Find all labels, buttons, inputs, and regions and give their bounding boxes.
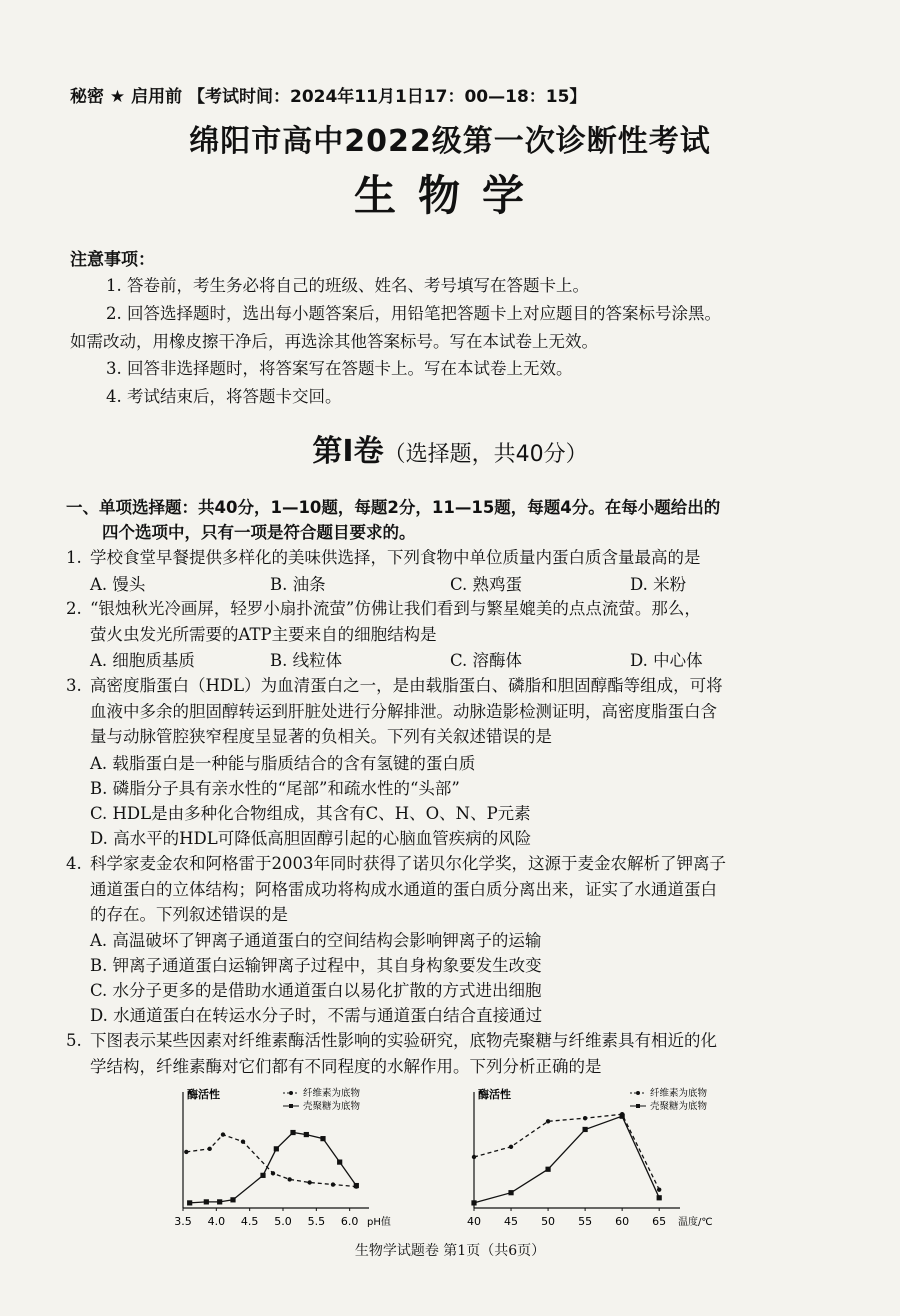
x-tick-label: 60 bbox=[615, 1215, 630, 1228]
data-point bbox=[546, 1119, 550, 1123]
question-stem-1: “银烛秋光冷画屏，轻罗小扇扑流萤”仿佛让我们看到与繁星媲美的点点流萤。那么， bbox=[90, 599, 701, 618]
question-number: 1. bbox=[66, 548, 82, 567]
notice-item-1: 1. 答卷前，考生务必将自己的班级、姓名、考号填写在答题卡上。 bbox=[106, 276, 589, 295]
x-tick-label: 4.0 bbox=[207, 1215, 226, 1228]
page-footer: 生物学试题卷 第1页（共6页） bbox=[354, 1243, 546, 1259]
x-tick-label: 4.5 bbox=[240, 1215, 259, 1228]
legend-marker bbox=[289, 1091, 293, 1095]
option-b: B. 油条 bbox=[270, 575, 326, 594]
x-tick-label: 3.5 bbox=[174, 1215, 192, 1228]
series-line bbox=[474, 1116, 659, 1203]
question-number: 4. bbox=[66, 854, 82, 873]
option-b: B. 线粒体 bbox=[270, 651, 343, 670]
series-line bbox=[186, 1135, 356, 1187]
question-number: 3. bbox=[66, 676, 82, 695]
notice-item-2-cont: 如需改动，用橡皮擦干净后，再选涂其他答案标号。写在本试卷上无效。 bbox=[70, 332, 598, 351]
x-tick-label: 5.5 bbox=[307, 1215, 326, 1228]
legend-entry: 纤维素为底物 bbox=[650, 1088, 708, 1099]
data-point bbox=[657, 1195, 662, 1200]
data-point bbox=[221, 1132, 225, 1136]
data-point bbox=[620, 1114, 625, 1119]
x-tick-label: 6.0 bbox=[340, 1215, 359, 1228]
notice-item-2: 2. 回答选择题时，选出每小题答案后，用铅笔把答题卡上对应题目的答案标号涂黑。 bbox=[106, 304, 721, 323]
data-point bbox=[304, 1132, 309, 1137]
option-b: B. 磷脂分子具有亲水性的“尾部”和疏水性的“头部” bbox=[90, 779, 460, 798]
x-tick-label: 50 bbox=[541, 1215, 556, 1228]
option-d: D. 米粉 bbox=[630, 575, 687, 594]
option-a: A. 高温破坏了钾离子通道蛋白的空间结构会影响钾离子的运输 bbox=[90, 931, 542, 950]
notice-heading: 注意事项： bbox=[70, 250, 155, 270]
question-stem-1: 科学家麦金农和阿格雷于2003年同时获得了诺贝尔化学奖，这源于麦金农解析了钾离子 bbox=[90, 854, 726, 873]
data-point bbox=[337, 1160, 342, 1165]
legend-entry: 壳聚糖为底物 bbox=[650, 1101, 708, 1112]
section-heading-line2: 四个选项中，只有一项是符合题目要求的。 bbox=[102, 523, 416, 542]
ph-activity-chart bbox=[165, 1078, 415, 1238]
part-title: 第Ⅰ卷 bbox=[312, 434, 384, 469]
data-point bbox=[354, 1183, 359, 1188]
legend-marker bbox=[636, 1091, 640, 1095]
legend-marker bbox=[289, 1104, 293, 1108]
data-point bbox=[271, 1171, 275, 1175]
data-point bbox=[274, 1146, 279, 1151]
data-point bbox=[290, 1130, 295, 1135]
part-heading bbox=[0, 426, 900, 470]
temperature-activity-chart bbox=[452, 1078, 742, 1238]
data-point bbox=[207, 1147, 211, 1151]
x-tick-label: 45 bbox=[504, 1215, 519, 1228]
x-axis-label: pH值 bbox=[367, 1217, 391, 1228]
y-axis-label: 酶活性 bbox=[478, 1088, 511, 1101]
question-stem-2: 血液中多余的胆固醇转运到肝脏处进行分解排泄。动脉造影检测证明，高密度脂蛋白含 bbox=[90, 701, 717, 721]
option-a: A. 细胞质基质 bbox=[90, 651, 195, 670]
data-point bbox=[657, 1187, 661, 1191]
question-5 bbox=[66, 1028, 846, 1079]
data-point bbox=[508, 1190, 513, 1195]
data-point bbox=[472, 1155, 476, 1159]
question-2-options bbox=[90, 647, 810, 671]
data-point bbox=[241, 1140, 245, 1144]
subject-title: 生物学 bbox=[353, 171, 546, 220]
question-4 bbox=[66, 851, 846, 928]
question-1-options bbox=[90, 571, 810, 595]
question-stem-1: 下图表示某些因素对纤维素酶活性影响的实验研究，底物壳聚糖与纤维素具有相近的化 bbox=[90, 1031, 717, 1050]
question-stem: 学校食堂早餐提供多样化的美味供选择，下列食物中单位质量内蛋白质含量最高的是 bbox=[90, 548, 701, 567]
legend-entry: 壳聚糖为底物 bbox=[303, 1101, 361, 1112]
option-d: D. 中心体 bbox=[630, 651, 703, 670]
x-tick-label: 65 bbox=[652, 1215, 667, 1228]
notice-item-3: 3. 回答非选择题时，将答案写在答题卡上。写在本试卷上无效。 bbox=[106, 359, 573, 378]
part-subtitle: （选择题，共40分） bbox=[383, 442, 588, 467]
data-point bbox=[230, 1197, 235, 1202]
option-c: C. HDL是由多种化合物组成，其含有C、H、O、N、P元素 bbox=[90, 804, 531, 823]
section-heading-line1: 一、单项选择题：共40分，1—10题，每题2分，11—15题，每题4分。在每小题给出的 bbox=[66, 498, 721, 517]
notice-item-4: 4. 考试结束后，将答题卡交回。 bbox=[106, 387, 342, 406]
question-stem-2: 学结构，纤维素酶对它们都有不同程度的水解作用。下列分析正确的是 bbox=[90, 1056, 602, 1076]
data-point bbox=[331, 1182, 335, 1186]
x-axis-label: 温度/℃ bbox=[678, 1217, 713, 1228]
data-point bbox=[583, 1127, 588, 1132]
data-point bbox=[184, 1150, 188, 1154]
y-axis-label: 酶活性 bbox=[187, 1088, 220, 1101]
question-2 bbox=[66, 596, 846, 647]
data-point bbox=[204, 1199, 209, 1204]
data-point bbox=[471, 1200, 476, 1205]
question-stem-1: 高密度脂蛋白（HDL）为血清蛋白之一，是由载脂蛋白、磷脂和胆固醇酯等组成，可将 bbox=[90, 676, 723, 695]
option-d: D. 高水平的HDL可降低高胆固醇引起的心脑血管疾病的风险 bbox=[90, 829, 532, 848]
legend-entry: 纤维素为底物 bbox=[303, 1088, 361, 1099]
x-tick-label: 40 bbox=[467, 1215, 481, 1228]
question-1 bbox=[66, 545, 846, 571]
exam-title: 绵阳市高中2022级第一次诊断性考试 bbox=[189, 124, 711, 159]
exam-time-line: 秘密 ★ 启用前 【考试时间：2024年11月1日17：00—18：15】 bbox=[70, 87, 587, 107]
question-stem-3: 的存在。下列叙述错误的是 bbox=[90, 905, 288, 924]
x-tick-label: 55 bbox=[578, 1215, 593, 1228]
question-stem-2: 通道蛋白的立体结构；阿格雷成功将构成水通道的蛋白质分离出来，证实了水通道蛋白 bbox=[90, 879, 717, 899]
option-c: C. 水分子更多的是借助水通道蛋白以易化扩散的方式进出细胞 bbox=[90, 981, 542, 1000]
data-point bbox=[217, 1199, 222, 1204]
option-c: C. 溶酶体 bbox=[450, 651, 523, 670]
question-stem-3: 量与动脉管腔狭窄程度呈显著的负相关。下列有关叙述错误的是 bbox=[90, 727, 552, 746]
data-point bbox=[320, 1136, 325, 1141]
data-point bbox=[287, 1177, 291, 1181]
legend-marker bbox=[636, 1104, 640, 1108]
option-d: D. 水通道蛋白在转运水分子时，不需与通道蛋白结合直接通过 bbox=[90, 1006, 543, 1025]
question-stem-2: 萤火虫发光所需要的ATP主要来自的细胞结构是 bbox=[90, 624, 437, 644]
data-point bbox=[187, 1200, 192, 1205]
x-tick-label: 5.0 bbox=[274, 1215, 292, 1228]
data-point bbox=[260, 1173, 265, 1178]
section-heading bbox=[66, 495, 846, 545]
option-a: A. 载脂蛋白是一种能与脂质结合的含有氢键的蛋白质 bbox=[90, 754, 476, 773]
question-number: 5. bbox=[66, 1031, 82, 1050]
series-line bbox=[474, 1114, 659, 1189]
data-point bbox=[307, 1180, 311, 1184]
question-number: 2. bbox=[66, 599, 82, 618]
option-c: C. 熟鸡蛋 bbox=[450, 575, 523, 594]
question-3 bbox=[66, 673, 846, 750]
data-point bbox=[509, 1145, 513, 1149]
data-point bbox=[583, 1116, 587, 1120]
option-a: A. 馒头 bbox=[90, 575, 146, 594]
option-b: B. 钾离子通道蛋白运输钾离子过程中，其自身构象要发生改变 bbox=[90, 956, 542, 975]
data-point bbox=[545, 1167, 550, 1172]
